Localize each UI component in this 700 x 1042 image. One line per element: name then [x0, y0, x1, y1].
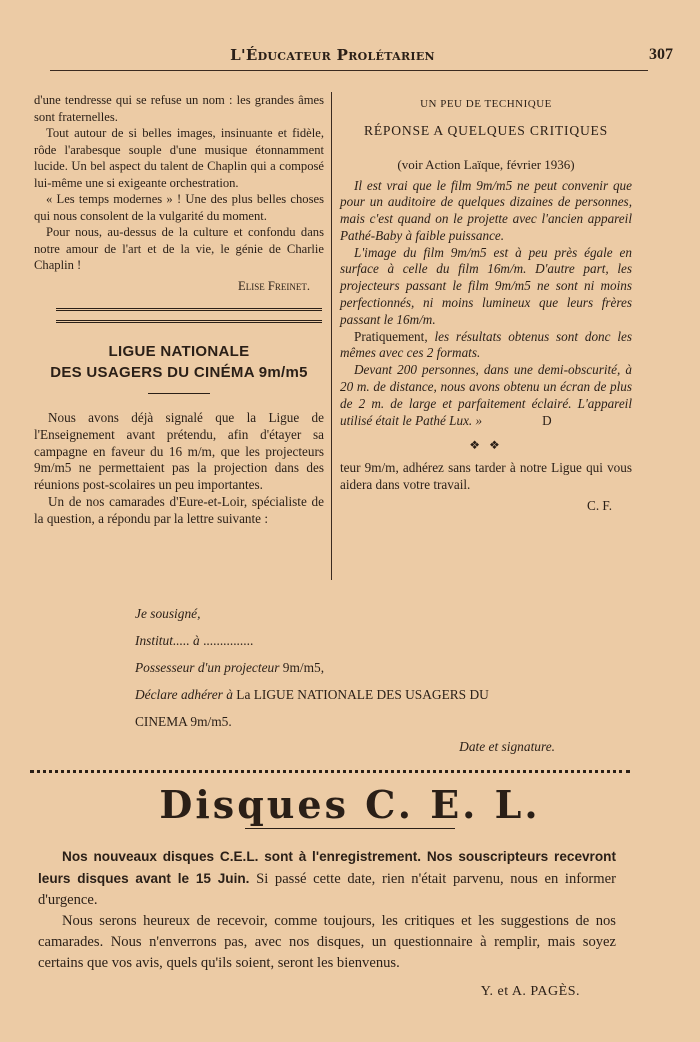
disques-paragraph-1	[38, 846, 616, 911]
technique-title: RÉPONSE A QUELQUES CRITIQUES	[363, 122, 609, 138]
disques-paragraph-2: Nous serons heureux de recevoir, comme toujours, les critiques et les suggestions de nos camarades. Nous n'enverrons pas, avec nos disques, un questionnaire à remplir, mais soyez certains que vos avis, quels qu'ils soient, seront les bienvenus.	[38, 913, 616, 971]
devant-paragraph	[340, 362, 632, 429]
ligue-continuation	[340, 460, 632, 514]
quote-paragraph-2: L'image du film 9m/m5 est à peu près égale en surface à celle du film 16m/m. D'autre part, les projecteurs passant le film 9m/m5 ne sont ni moins perfectionnés, ni moins lumineux que leurs frères passant le 16m/m.	[340, 244, 632, 327]
ligue-paragraph-2: Un de nos camarades d'Eure-et-Loir, spécialiste de la question, a répondu par la lettre suivante :	[34, 493, 324, 526]
devant-text: Devant 200 personnes, dans une demi-obscurité, à 20 m. de distance, nous avons obtenu un écran de plus de 2 m. de large et parfaitement éclairé. L'appareil utilisé était le Pathé Lux. »	[340, 362, 632, 428]
ligue-title-line-2: DES USAGERS DU CINÉMA 9m/m5	[50, 364, 308, 381]
disques-intro-rest: Si passé cette date, rien n'était parvenu, nous en informer d'urgence.	[38, 871, 616, 908]
ligue-title	[34, 341, 324, 383]
page-number: 307	[649, 46, 673, 63]
form-projector-value: 9m/m5,	[282, 660, 325, 675]
left-column	[34, 92, 324, 528]
membership-form	[135, 600, 615, 759]
chaplin-paragraph-2: Tout autour de si belles images, insinuante et fidèle, rôde l'arabesque souple d'une musique étonnamment lucide. Un bel aspect du talent de Chaplin qui a composé lui-même une si exigeante orchestration.	[34, 126, 324, 190]
form-line-2	[135, 627, 615, 654]
technique-reference: (voir Action Laïque, février 1936)	[397, 157, 575, 172]
article-signature: Elise Freinet.	[238, 278, 310, 293]
right-column	[340, 96, 632, 514]
header-rule	[50, 70, 648, 71]
chaplin-paragraph-1: d'une tendresse qui se refuse un nom : les grandes âmes sont fraternelles.	[34, 93, 324, 124]
ligue-end-text: teur 9m/m, adhérez sans tarder à notre Ligue qui vous aidera dans votre travail.	[340, 459, 632, 492]
disques-bold-intro: Nos nouveaux disques C.E.L. sont à l'enregistrement. Nos souscripteurs recevront leurs disques avant le 15 Juin.	[38, 849, 616, 886]
chaplin-paragraph-3: « Les temps modernes » ! Une des plus belles choses qui nous consolent de la vulgarité du moment.	[34, 192, 324, 223]
form-institut-dots: ...............	[203, 633, 254, 648]
form-line-1: Je sousigné,	[135, 606, 201, 621]
disques-title-rule	[245, 828, 455, 829]
disques-title: Disques C. E. L.	[159, 782, 541, 827]
ligue-text	[34, 410, 324, 528]
page-header	[40, 44, 673, 72]
disques-body	[38, 846, 616, 974]
chaplin-paragraph-4: Pour nous, au-dessus de la culture et confondu dans notre amour de l'art et de la vie, le génie de Charlie Chaplin !	[34, 225, 324, 272]
dotted-rule-divider	[30, 770, 630, 773]
column-divider	[331, 92, 332, 580]
practical-italic: les résultats obtenus sont donc les mêmes avec ces 2 formats.	[340, 328, 632, 361]
ligue-title-rule	[148, 393, 210, 394]
form-line-4	[135, 681, 615, 708]
form-line-3	[135, 654, 615, 681]
journal-title: L'Éducateur Prolétarien	[230, 46, 435, 64]
ligue-end-signature: C. F.	[587, 497, 612, 513]
form-institut-label: Institut..... à	[135, 633, 204, 648]
quote-paragraph-1: Il est vrai que le film 9m/m5 ne peut convenir que pour un auditoire de quelques dizaines de personnes, mais c'est quand on le projette avec l'ancien appareil Pathé-Baby à faible puissance.	[340, 177, 632, 243]
form-projector-label: Possesseur d'un projecteur	[135, 660, 283, 675]
practical-start: Pratiquement,	[354, 328, 435, 344]
technique-body	[340, 178, 632, 430]
ligue-title-line-1: LIGUE NATIONALE	[108, 343, 250, 360]
devant-initial: D	[542, 412, 552, 428]
form-declare-value: La LIGUE NATIONALE DES USAGERS DU	[236, 687, 489, 702]
practical-paragraph	[340, 329, 632, 363]
diamond-ornament: ❖ ❖	[469, 438, 503, 453]
double-rule-divider	[56, 308, 322, 323]
form-date-signature: Date et signature.	[459, 739, 555, 754]
technique-kicker: UN PEU DE TECHNIQUE	[420, 98, 552, 110]
form-line-5: CINEMA 9m/m5.	[135, 714, 232, 729]
disques-signature: Y. et A. PAGÈS.	[480, 984, 580, 999]
ligue-paragraph-1: Nous avons déjà signalé que la Ligue de l'Enseignement avant prétendu, afin d'étayer sa campagne en faveur du 16 m/m, que les projecteurs 9m/m5 ne permettaient pas la projection dans des réunions post-scolaires un peu importantes.	[34, 410, 324, 493]
form-declare-label: Déclare adhérer à	[135, 687, 237, 702]
